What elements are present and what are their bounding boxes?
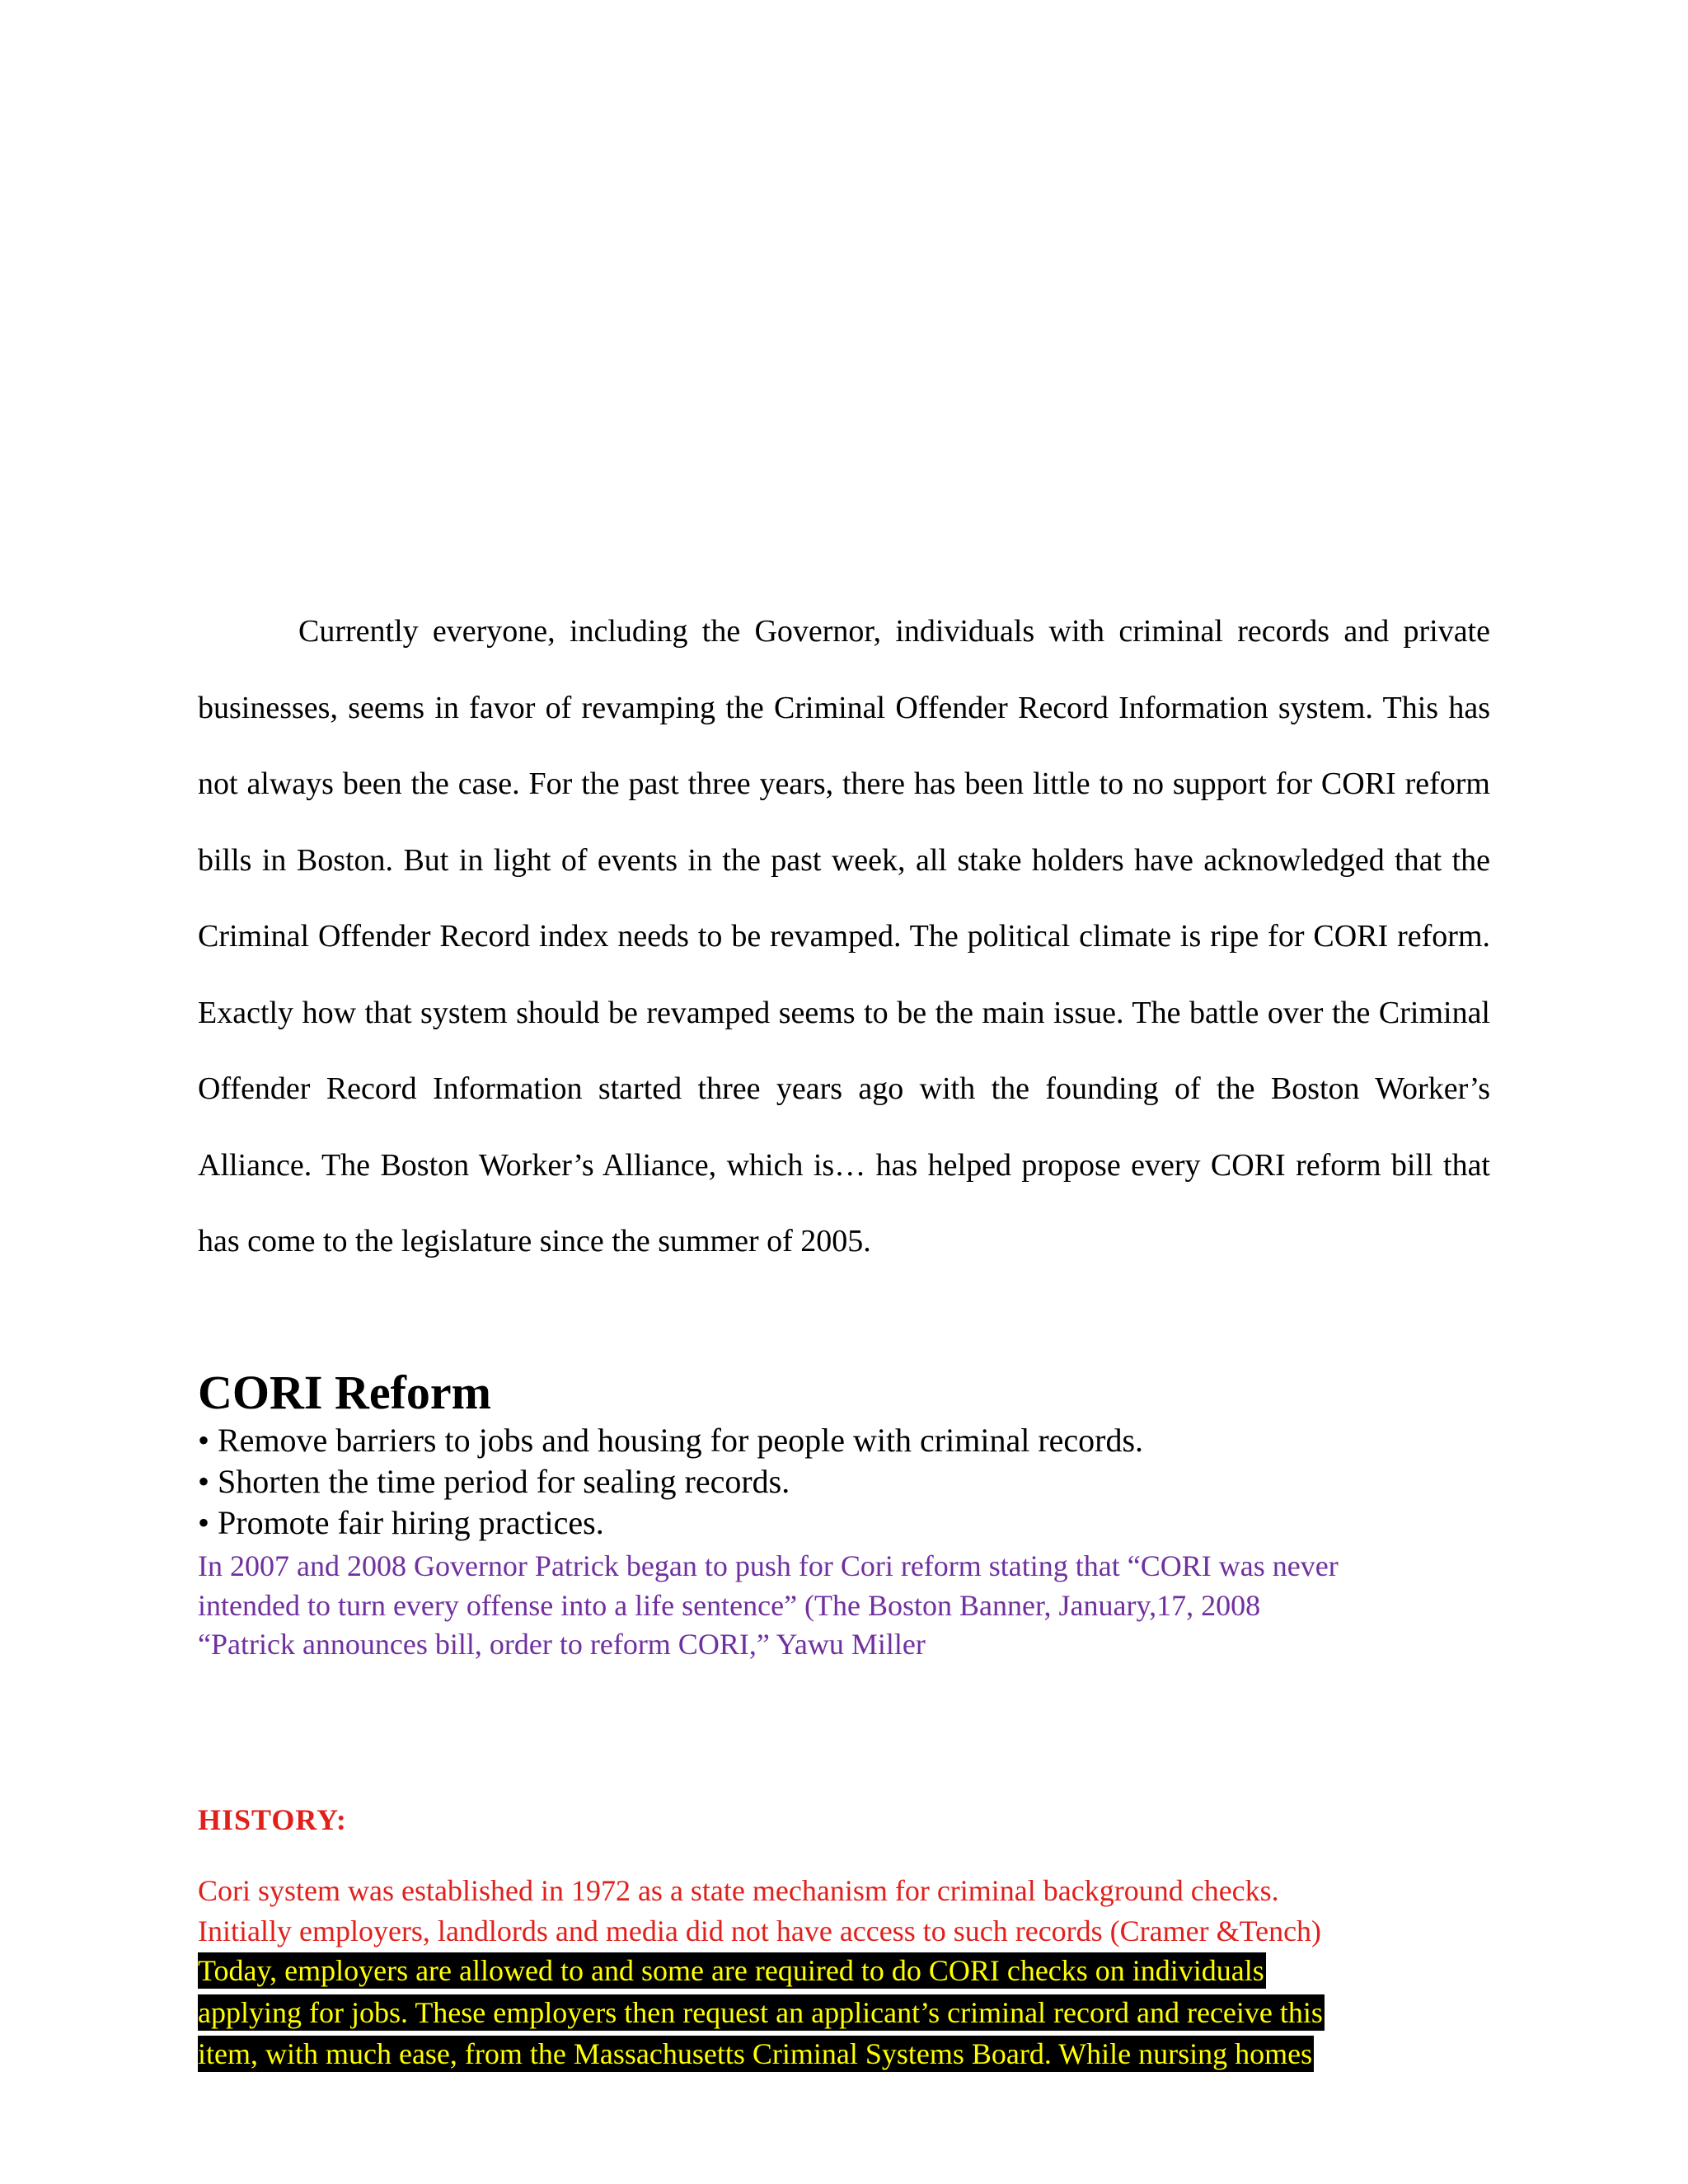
quote-line: intended to turn every offense into a life sentence” (The Boston Banner, January,17, 2008 (198, 1588, 1261, 1622)
history-line: Initially employers, landlords and media did not have access to such records (Cramer &Tench) (198, 1914, 1322, 1947)
bullet-item: • Remove barriers to jobs and housing for people with criminal records. (198, 1422, 1144, 1459)
history-line: Cori system was established in 1972 as a state mechanism for criminal background checks. (198, 1874, 1279, 1907)
bullet-item: • Promote fair hiring practices. (198, 1504, 604, 1541)
highlighted-line: item, with much ease, from the Massachusetts Criminal Systems Board. While nursing homes (198, 2037, 1313, 2070)
highlighted-line: Today, employers are allowed to and some are required to do CORI checks on individuals (198, 1954, 1264, 1987)
reform-bullet-list (198, 1420, 1143, 1544)
quote-line: In 2007 and 2008 Governor Patrick began to push for Cori reform stating that “CORI was never (198, 1549, 1339, 1582)
body-paragraph: Currently everyone, including the Governor, individuals with criminal records and private businesses, seems in favor of revamping the Criminal Offender Record Information system. This has not always been the case. For the past three years, there has been little to no support for CORI reform bills in Boston. But in light of events in the past week, all stake holders have acknowledged that the Criminal Offender Record index needs to be revamped. The political climate is ripe for CORI reform. Exactly how that system should be revamped seems to be the main issue. The battle over the Criminal Offender Record Information started three years ago with the founding of the Boston Worker’s Alliance. The Boston Worker’s Alliance, which is… has helped propose every CORI reform bill that has come to the legislature since the summer of 2005. (198, 614, 1490, 1258)
bullet-item: • Shorten the time period for sealing records. (198, 1463, 790, 1500)
history-heading: HISTORY: (198, 1803, 347, 1836)
cori-reform-heading: CORI Reform (198, 1366, 491, 1419)
quote-line: “Patrick announces bill, order to reform CORI,” Yawu Miller (198, 1628, 926, 1661)
history-text (198, 1871, 1325, 2076)
governor-quote-citation (198, 1547, 1517, 1665)
highlighted-line: applying for jobs. These employers then request an applicant’s criminal record and receive this (198, 1995, 1323, 2029)
